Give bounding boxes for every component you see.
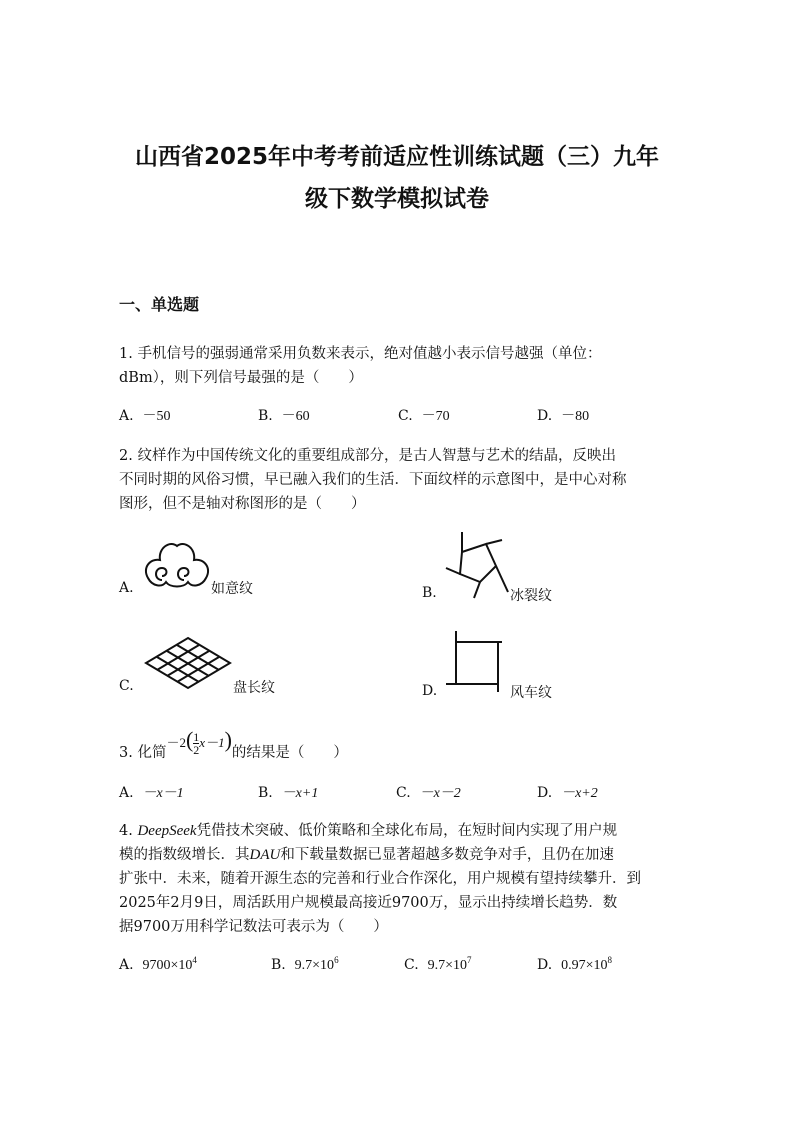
- q3-text: [119, 727, 348, 766]
- q2-option-b-letter[interactable]: B.: [422, 585, 437, 601]
- ruyi-pattern-figure[interactable]: [140, 536, 214, 598]
- q2-option-a-label: 如意纹: [211, 581, 253, 597]
- section-heading: 一、单选题: [119, 295, 200, 314]
- q3-option-c[interactable]: C. －x－2: [396, 785, 461, 801]
- q4-text-line1: 4. DeepSeek凭借技术突破、低价策略和全球化布局，在短时间内实现了用户规: [119, 823, 618, 839]
- q2-option-c-label: 盘长纹: [233, 680, 275, 696]
- q3-option-d[interactable]: D. －x+2: [537, 785, 598, 801]
- q2-text-line2: 不同时期的风俗习惯，早已融入我们的生活．下面纹样的示意图中，是中心对称: [119, 472, 627, 488]
- q2-option-c-letter[interactable]: C.: [119, 678, 134, 694]
- q1-option-d[interactable]: D. －80: [537, 408, 590, 424]
- q3-option-a[interactable]: A. －x－1: [119, 785, 184, 801]
- q3-suffix: 的结果是（ ）: [231, 745, 348, 761]
- q4-text-line4: 2025年2月9日，周活跃用户规模最高接近9700万，显示出持续增长趋势．数: [119, 895, 618, 911]
- q1-text-line1: 1. 手机信号的强弱通常采用负数来表示，绝对值越小表示信号越强（单位：: [119, 346, 602, 362]
- doc-title-line2: 级下数学模拟试卷: [305, 186, 489, 212]
- endless-knot-pattern-figure[interactable]: [144, 636, 232, 690]
- q1-option-a[interactable]: A. －50: [119, 408, 171, 424]
- q4-option-d[interactable]: D. $0.97\times 10^8$: [537, 955, 612, 973]
- q3-option-b[interactable]: B. －x+1: [258, 785, 319, 801]
- q4-option-a[interactable]: A. $9700\times 10^4$: [119, 955, 197, 973]
- q4-option-c[interactable]: C. $9.7\times 10^7$: [404, 955, 472, 973]
- q2-text-line1: 2. 纹样作为中国传统文化的重要组成部分，是古人智慧与艺术的结晶，反映出: [119, 448, 616, 464]
- q2-option-b-label: 冰裂纹: [510, 588, 552, 604]
- q3-expression: －2( $\frac{1}{2}$ x－1): [166, 727, 232, 757]
- q1-option-c[interactable]: C. －70: [398, 408, 450, 424]
- q3-prefix: 3. 化简: [119, 745, 167, 761]
- ice-crack-pattern-figure[interactable]: [444, 530, 510, 600]
- q1-text-line2: dBm），则下列信号最强的是（ ）: [119, 370, 363, 386]
- deepseek-brand: DeepSeek: [137, 823, 197, 839]
- q4-text-line5: 据9700万用科学记数法可表示为（ ）: [119, 919, 388, 935]
- pinwheel-pattern-figure[interactable]: [444, 630, 504, 694]
- q2-option-d-label: 风车纹: [510, 685, 552, 701]
- q1-option-b[interactable]: B. －60: [258, 408, 310, 424]
- q4-text-line2: 模的指数级增长．其DAU和下载量数据已显著超越多数竞争对手，且仍在加速: [119, 847, 614, 863]
- q4-option-b[interactable]: B. $9.7\times 10^6$: [271, 955, 339, 973]
- q2-text-line3: 图形，但不是轴对称图形的是（ ）: [119, 496, 366, 512]
- q2-option-a-letter[interactable]: A.: [119, 580, 134, 596]
- q4-text-line3: 扩张中．未来，随着开源生态的完善和行业合作深化，用户规模有望持续攀升．到: [119, 871, 641, 887]
- doc-title-line1: 山西省2025年中考考前适应性训练试题（三）九年: [134, 144, 659, 170]
- q2-option-d-letter[interactable]: D.: [422, 683, 438, 699]
